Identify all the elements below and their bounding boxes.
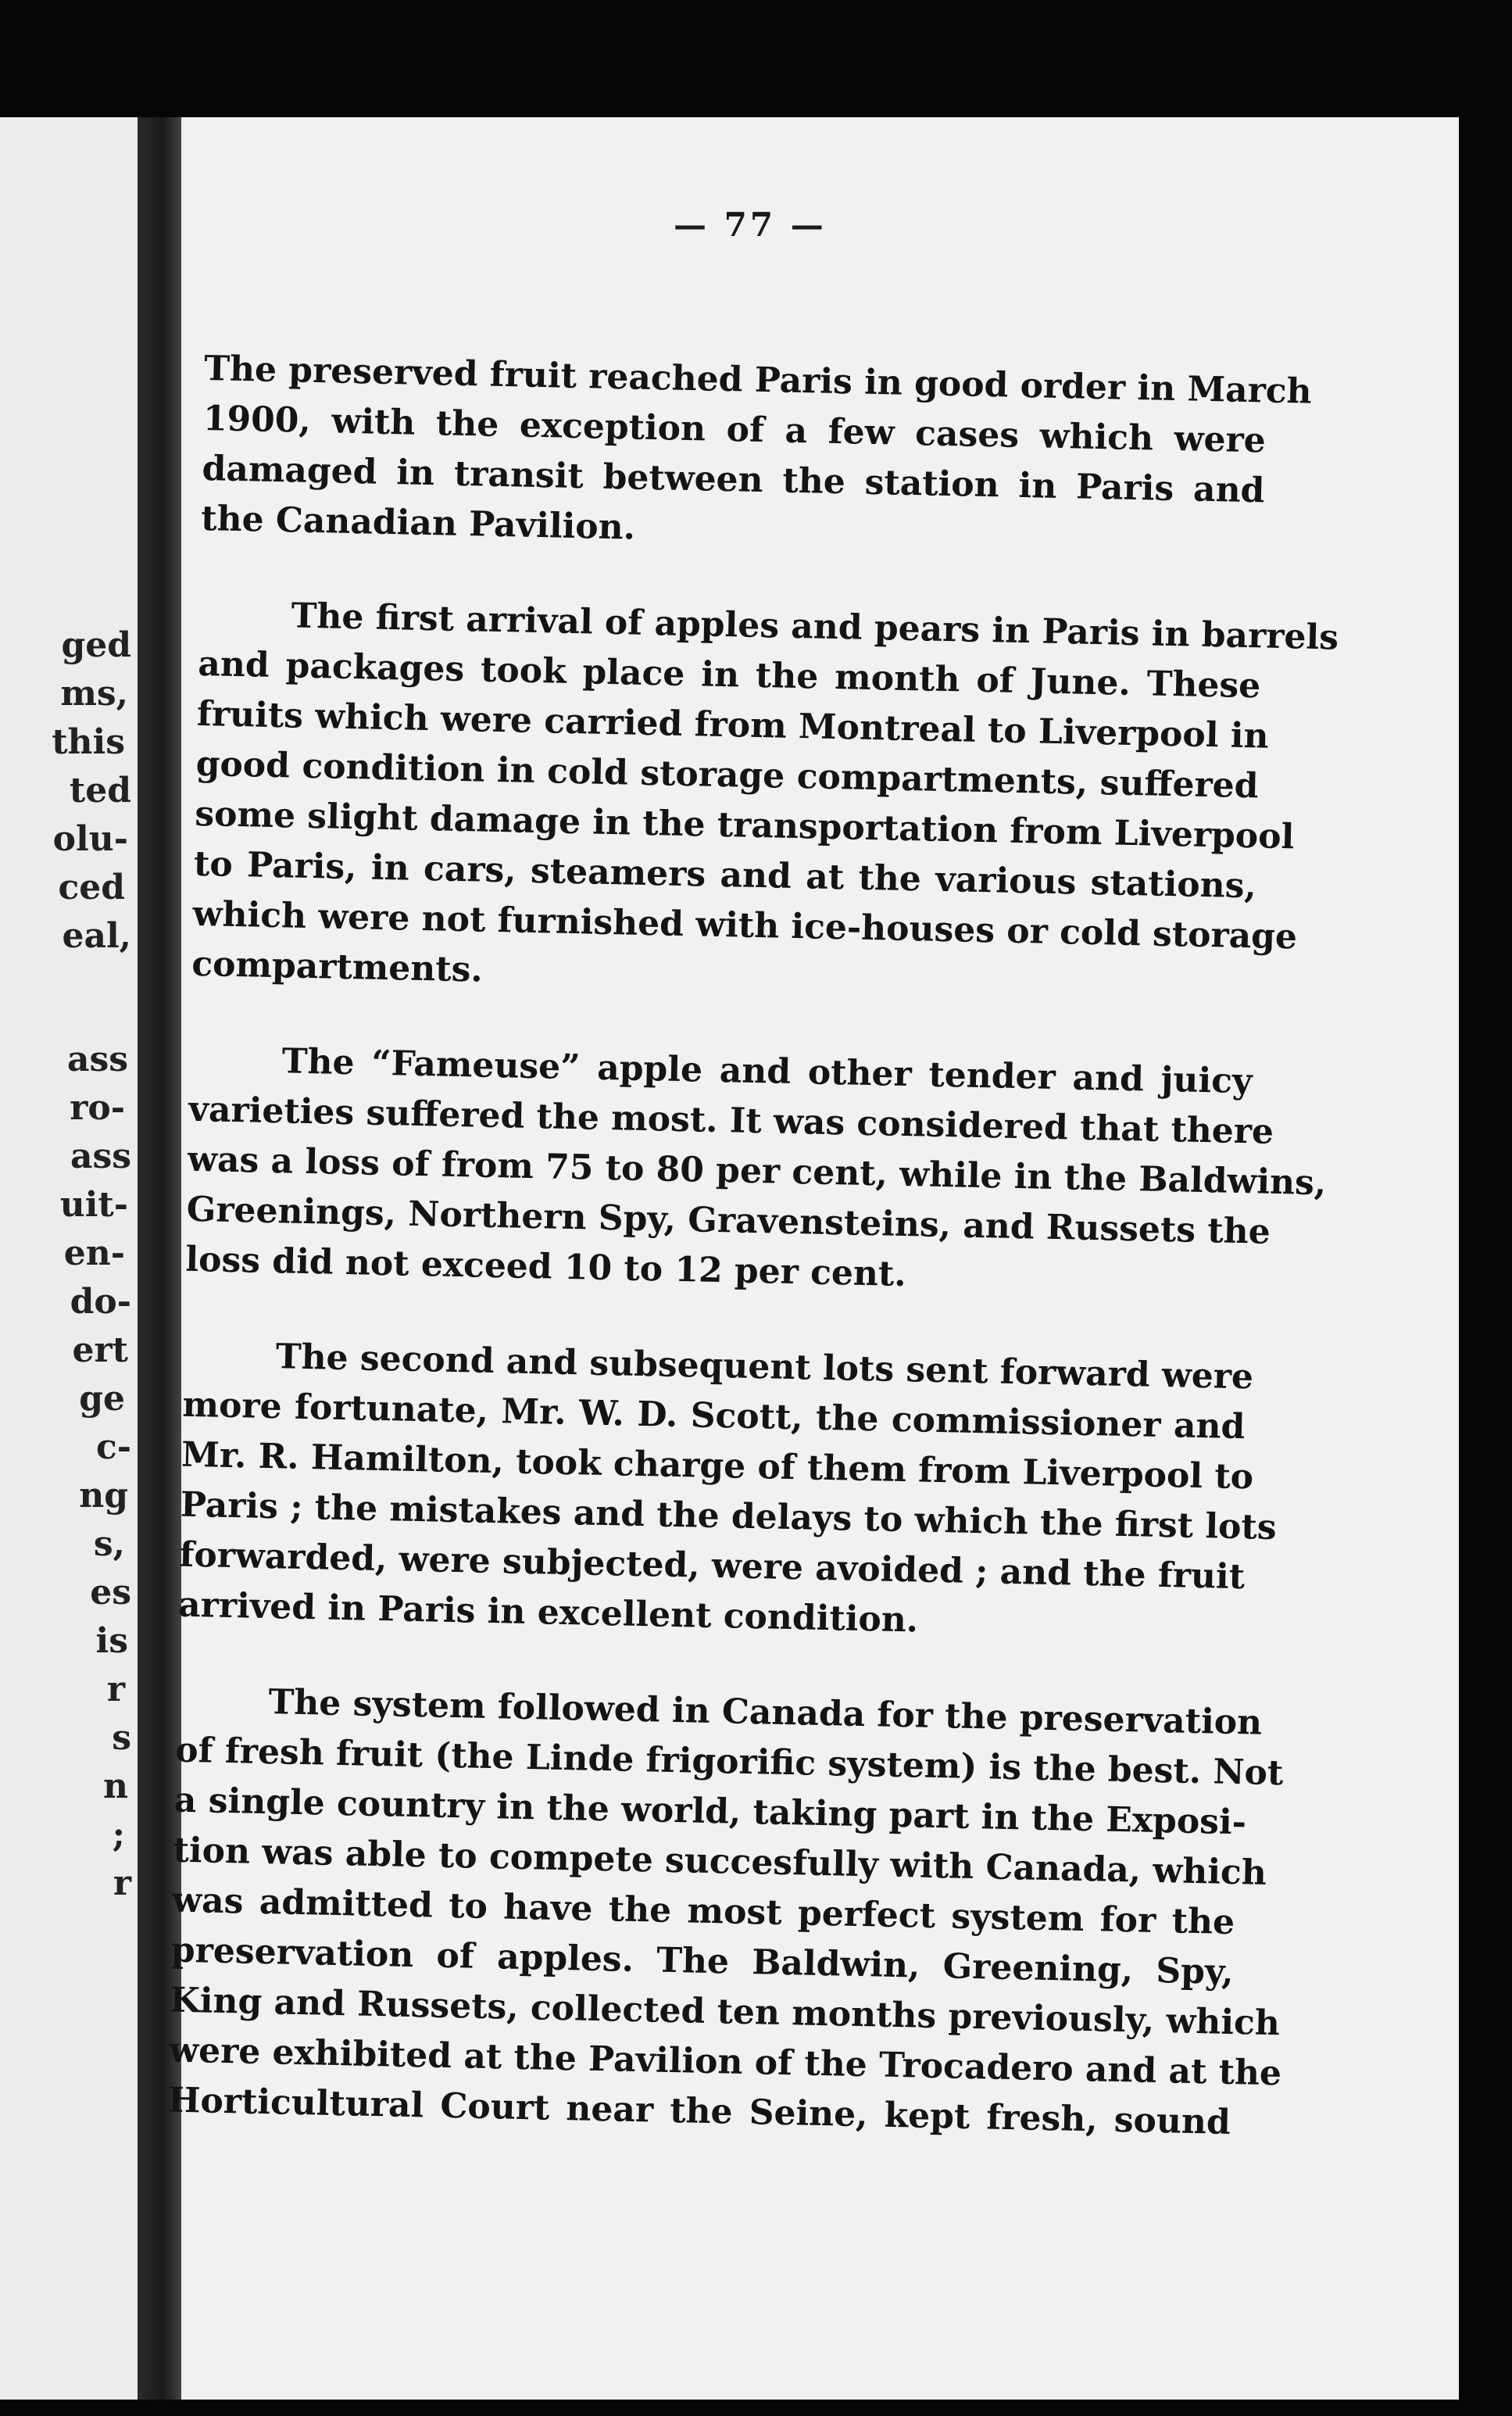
left-page-fragment: n [103, 1766, 128, 1806]
text-line: the Canadian Pavilion. [200, 498, 636, 548]
left-page-fragment: eal, [62, 916, 131, 956]
left-page-fragment: r [113, 1863, 131, 1903]
left-page-fragment: en- [63, 1233, 125, 1273]
text-line: loss did not exceed 10 to 12 per cent. [184, 1239, 907, 1295]
left-page-fragment: es [90, 1573, 131, 1612]
left-page-fragment: ge [79, 1379, 125, 1419]
paragraph [200, 344, 1313, 566]
text-line: Greenings, Northern Spy, Gravensteins, and Russets the [186, 1189, 1271, 1252]
text-line: tion was able to compete succesfully with Canada, which [173, 1830, 1267, 1893]
left-page-fragment: r [106, 1670, 125, 1709]
text-line: was a loss of from 75 to 80 per cent, while in the Baldwins, [187, 1139, 1327, 1204]
left-page-fragment: ged [61, 625, 131, 665]
paragraph [167, 1676, 1284, 2148]
text-line: fruits which were carried from Montreal to Liverpool in [196, 693, 1270, 757]
left-page-fragment: ng [79, 1476, 128, 1516]
left-page-fragment: ass [66, 1040, 128, 1079]
text-line: which were not furnished with ice-houses or cold storage [192, 893, 1298, 957]
left-page-fragment: olu- [52, 819, 128, 859]
left-page-fragment: ro- [70, 1088, 125, 1128]
text-line: Horticultural Court near the Seine, kept fresh, sound [167, 2080, 1231, 2142]
text-line: 1900, with the exception of a few cases which were [202, 398, 1267, 461]
left-page-fragment: s, [93, 1524, 125, 1564]
text-line: compartments. [191, 943, 484, 990]
text-line: King and Russets, collected ten months previously, which [170, 1980, 1281, 2044]
left-page-fragment: ced [58, 868, 125, 907]
text-line: preservation of apples. The Baldwin, Greening, Spy, [170, 1930, 1235, 1993]
body-text [166, 344, 1339, 2193]
left-page-fragment: is [95, 1621, 128, 1661]
text-line: was admitted to have the most perfect system for the [171, 1880, 1235, 1943]
left-page-fragment: ert [72, 1330, 128, 1370]
left-page-fragment: uit- [59, 1185, 128, 1225]
left-page-fragment: ted [69, 771, 131, 811]
text-line: The second and subsequent lots sent forward were [275, 1337, 1254, 1398]
page-number: — 77 — [674, 206, 827, 244]
left-page-fragment: ; [112, 1815, 125, 1855]
text-line: The system followed in Canada for the preservation [268, 1682, 1263, 1743]
text-line: Paris ; the mistakes and the delays to which the first lots [180, 1484, 1278, 1548]
paragraph [177, 1330, 1278, 1652]
text-line: of fresh fruit (the Linde frigorific system) is the best. Not [174, 1730, 1284, 1794]
text-line: more fortunate, Mr. W. D. Scott, the commissioner and [182, 1384, 1246, 1448]
text-line: good condition in cold storage compartments, suffered [195, 743, 1259, 807]
paragraph [191, 589, 1339, 1011]
text-line: damaged in transit between the station in Paris and [202, 448, 1265, 511]
text-line: forwarded, were subjected, were avoided ; and the fruit [179, 1534, 1246, 1598]
text-line: and packages took place in the month of June. These [197, 643, 1261, 707]
left-page-fragment: do- [70, 1282, 131, 1322]
text-line: Mr. R. Hamilton, took charge of them from Liverpool to [181, 1434, 1254, 1498]
paragraph [184, 1035, 1327, 1307]
text-line: arrived in Paris in excellent condition. [177, 1584, 919, 1641]
left-page-fragment: ass [70, 1136, 131, 1176]
text-line: varieties suffered the most. It was considered that there [188, 1089, 1274, 1152]
left-page-fragment: this [52, 722, 125, 762]
left-page-fragment: s [112, 1718, 131, 1758]
text-line: to Paris, in cars, steamers and at the various stations, [193, 843, 1257, 907]
left-page-fragment: c- [95, 1427, 131, 1467]
left-page [0, 117, 138, 2400]
text-line: were exhibited at the Pavilion of the Trocadero and at the [168, 2030, 1282, 2094]
text-line: The preserved fruit reached Paris in good order in March [203, 348, 1313, 412]
text-line: a single country in the world, taking part in the Exposi- [173, 1780, 1247, 1843]
text-line: The first arrival of apples and pears in Paris in barrels [291, 596, 1339, 658]
text-line: The “Fameuse” apple and other tender and juicy [281, 1041, 1253, 1102]
left-page-fragment: ms, [60, 674, 128, 714]
text-line: some slight damage in the transportation from Liverpool [194, 793, 1295, 857]
